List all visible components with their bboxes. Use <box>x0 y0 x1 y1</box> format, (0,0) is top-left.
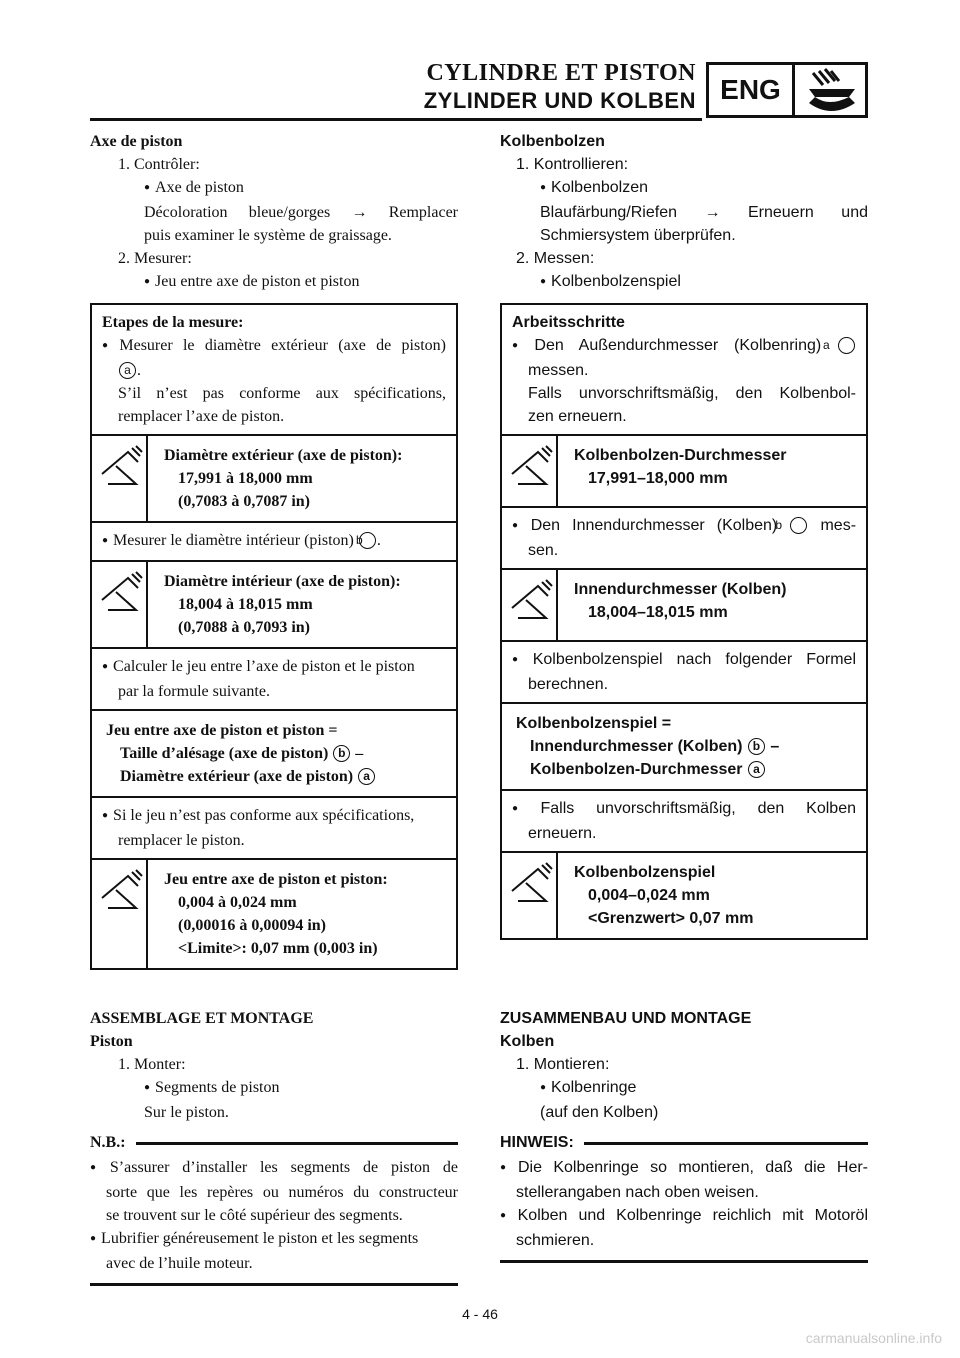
right-column <box>500 130 868 940</box>
bullet-text: ● Si le jeu n’est pas conforme aux spécifications, <box>102 804 446 829</box>
step-desc: Décoloration bleue/gorges → Remplacer <box>144 204 458 221</box>
step-label: 2. Mesurer: <box>118 250 192 267</box>
formula-section <box>502 704 866 791</box>
bullet-text: zen erneuern. <box>528 408 627 425</box>
nb-text: avec de l’huile moteur. <box>106 1255 253 1272</box>
marker-a: a <box>119 362 136 379</box>
steps-section <box>502 791 866 853</box>
nb-header <box>500 1134 868 1152</box>
formula-line: Kolbenbolzenspiel = <box>516 715 672 732</box>
wrench-icon <box>508 861 554 907</box>
spec-section <box>92 860 456 968</box>
step-label: 1. Montieren: <box>516 1056 610 1073</box>
bullet-text: ● Mesurer le diamètre intérieur (piston) b . <box>102 529 446 554</box>
footer-watermark: carmanualsonline.info <box>805 1330 942 1346</box>
measurement-steps-box <box>90 303 458 970</box>
spec-value: 17,991–18,000 mm <box>588 470 728 487</box>
spec-label: Jeu entre axe de piston et piston: <box>164 871 388 888</box>
step-label: 2. Messen: <box>516 250 595 267</box>
nb-text: sorte que les repères ou numéros du constructeur <box>106 1184 458 1201</box>
wrench-icon <box>98 868 144 914</box>
nb-end-rule <box>500 1260 868 1263</box>
step-item <box>90 176 458 201</box>
spec-value: 18,004 à 18,015 mm <box>178 596 313 613</box>
spec-value: 0,004 à 0,024 mm <box>178 894 297 911</box>
bullet-text: ● Falls unvorschriftsmäßig, den Kolben <box>512 797 856 822</box>
formula-line: Taille d’alésage (axe de piston) b – <box>120 745 364 762</box>
step-item: ● Kolbenbolzen <box>500 176 868 201</box>
spec-value: (0,7088 à 0,7093 in) <box>178 619 310 636</box>
bullet-text: erneuern. <box>528 825 597 842</box>
assembly-title: ZUSAMMENBAU UND MONTAGE <box>500 1010 752 1027</box>
spec-label: Kolbenbolzen-Durchmesser <box>574 447 787 464</box>
steps-title: Arbeitsschritte <box>512 314 625 331</box>
piston-title: Piston <box>90 1033 133 1050</box>
step-label: 1. Contrôler: <box>118 156 200 173</box>
wrench-icon <box>98 444 144 490</box>
step-item-text: Axe de piston <box>155 179 244 196</box>
nb-text: se trouvent sur le côté supérieur des segments. <box>106 1207 403 1224</box>
assembly-title: ASSEMBLAGE ET MONTAGE <box>90 1010 314 1027</box>
section-title: Axe de piston <box>90 133 183 150</box>
wrench-icon <box>508 444 554 490</box>
step-item: ● Segments de piston <box>90 1076 458 1101</box>
steps-section <box>502 305 866 436</box>
spec-value: 18,004–18,015 mm <box>588 604 728 621</box>
nb-label: HINWEIS: <box>500 1134 574 1151</box>
steps-section <box>92 305 456 436</box>
nb-text: ● Kolben und Kolbenringe reichlich mit Motoröl <box>500 1204 868 1229</box>
spec-section <box>92 436 456 523</box>
marker-a: a <box>748 761 765 778</box>
step-label: 1. Monter: <box>118 1056 186 1073</box>
spec-section <box>502 436 866 508</box>
spec-section <box>502 853 866 938</box>
formula-section <box>92 711 456 798</box>
steps-section <box>92 649 456 711</box>
step-item: ● Kolbenringe <box>500 1076 868 1101</box>
step-desc: Sur le piston. <box>144 1104 229 1121</box>
bullet-text: berechnen. <box>528 676 609 693</box>
nb-text: ● Lubrifier généreusement le piston et les segments <box>90 1227 458 1252</box>
spec-label: Innendurchmesser (Kolben) <box>574 581 787 598</box>
header-title-fr: CYLINDRE ET PISTON <box>426 60 696 86</box>
engine-icon <box>795 65 865 115</box>
step-item-text: Jeu entre axe de piston et piston <box>155 273 360 290</box>
wrench-icon <box>508 578 554 624</box>
bullet-text: S’il n’est pas conforme aux spécifications, <box>118 385 446 402</box>
formula-line: Innendurchmesser (Kolben) b – <box>530 738 780 755</box>
steps-title: Etapes de la mesure: <box>102 314 244 331</box>
left-column <box>90 130 458 970</box>
steps-section <box>92 523 456 562</box>
nb-text: schmieren. <box>516 1232 595 1249</box>
spec-label: Kolbenbolzenspiel <box>574 864 716 881</box>
marker-b: b <box>359 532 376 549</box>
nb-label: N.B.: <box>90 1134 126 1151</box>
nb-text: ● Die Kolbenringe so montieren, daß die Her- <box>500 1156 868 1181</box>
page-number: 4 - 46 <box>462 1306 498 1322</box>
bullet-text: remplacer l’axe de piston. <box>118 408 285 425</box>
marker-b: b <box>333 745 350 762</box>
spec-value: 0,004–0,024 mm <box>588 887 710 904</box>
formula-line: Jeu entre axe de piston et piston = <box>106 722 338 739</box>
spec-value: (0,00016 à 0,00094 in) <box>178 917 326 934</box>
piston-title: Kolben <box>500 1033 555 1050</box>
bullet-text: messen. <box>528 362 589 379</box>
bullet-text: ● Kolbenbolzenspiel nach folgender Formel <box>512 648 856 673</box>
section-title: Kolbenbolzen <box>500 133 605 150</box>
marker-a: a <box>358 768 375 785</box>
steps-section <box>502 508 866 570</box>
header-rule <box>90 118 702 121</box>
spec-value: 17,991 à 18,000 mm <box>178 470 313 487</box>
header-title-de: ZYLINDER UND KOLBEN <box>423 88 696 113</box>
marker-a: a <box>838 337 855 354</box>
bullet-text: ● Den Innendurchmesser (Kolben) b mes- <box>512 514 856 539</box>
right-assembly <box>500 1007 868 1263</box>
nb-text: stellerangaben nach oben weisen. <box>516 1184 759 1201</box>
nb-header <box>90 1134 458 1152</box>
nb-text: ● S’assurer d’installer les segments de piston de <box>90 1156 458 1181</box>
marker-b: b <box>748 738 765 755</box>
formula-line: Diamètre extérieur (axe de piston) a <box>106 765 446 788</box>
work-steps-box <box>500 303 868 940</box>
bullet-text: ● Calculer le jeu entre l’axe de piston et le piston <box>102 655 446 680</box>
step-label: 1. Kontrollieren: <box>516 156 629 173</box>
step-desc: (auf den Kolben) <box>540 1104 659 1121</box>
left-assembly <box>90 1007 458 1286</box>
nb-end-rule <box>90 1283 458 1286</box>
spec-section <box>92 562 456 649</box>
step-desc: Blaufärbung/Riefen → Erneuern und <box>540 204 868 221</box>
step-item: ● Kolbenbolzenspiel <box>500 270 868 295</box>
bullet-text: remplacer le piston. <box>118 832 245 849</box>
formula-line: Kolbenbolzen-Durchmesser a <box>516 758 856 781</box>
bullet-text: a . <box>102 359 446 382</box>
steps-section <box>502 642 866 704</box>
step-desc: puis examiner le système de graissage. <box>144 227 392 244</box>
spec-value: <Grenzwert> 0,07 mm <box>588 910 754 927</box>
eng-label: ENG <box>709 65 795 115</box>
section-badge <box>706 62 868 118</box>
marker-b: b <box>790 517 807 534</box>
spec-section <box>502 570 866 642</box>
spec-value: <Limite>: 0,07 mm (0,003 in) <box>178 940 378 957</box>
bullet-text: Falls unvorschriftsmäßig, den Kolbenbol- <box>528 385 856 402</box>
step-desc: Schmiersystem überprüfen. <box>540 227 736 244</box>
steps-section <box>92 798 456 860</box>
spec-label: Diamètre extérieur (axe de piston): <box>164 447 403 464</box>
bullet-text: par la formule suivante. <box>118 683 270 700</box>
wrench-icon <box>98 570 144 616</box>
spec-label: Diamètre intérieur (axe de piston): <box>164 573 401 590</box>
bullet-text: sen. <box>528 542 559 559</box>
spec-value: (0,7083 à 0,7087 in) <box>178 493 310 510</box>
bullet-text: ● Mesurer le diamètre extérieur (axe de piston) <box>102 334 446 359</box>
bullet-text: ● Den Außendurchmesser (Kolbenring) a <box>512 334 856 359</box>
step-item <box>90 270 458 295</box>
